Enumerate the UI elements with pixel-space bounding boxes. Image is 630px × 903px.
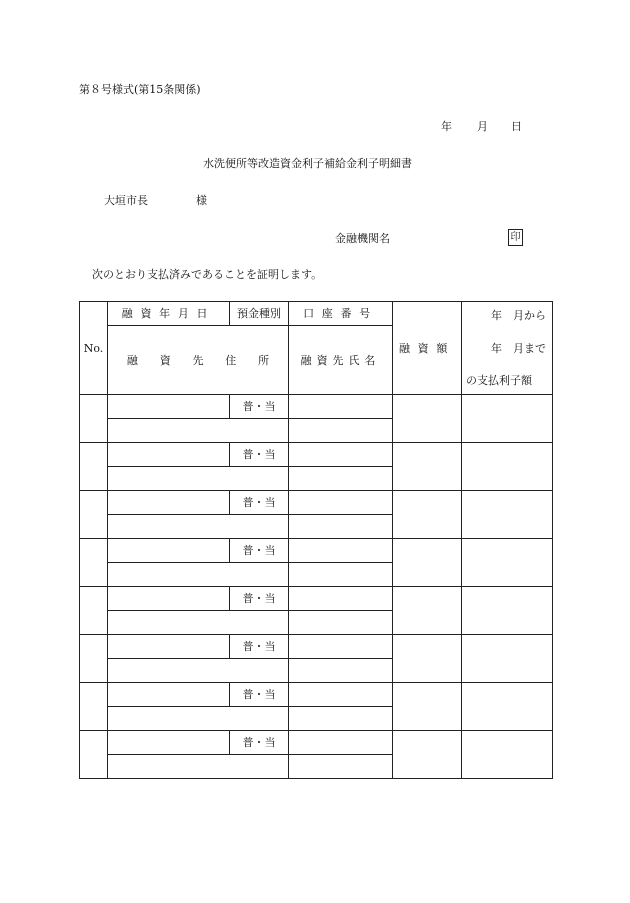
loan-amount-cell[interactable] — [393, 683, 462, 731]
row-no-cell[interactable] — [80, 443, 108, 491]
loan-date-cell[interactable] — [108, 587, 230, 611]
deposit-type-cell[interactable]: 普・当 — [230, 539, 289, 563]
header-borrower-name: 融資先氏名 — [289, 326, 393, 395]
row-no-cell[interactable] — [80, 491, 108, 539]
address-cell[interactable] — [108, 515, 289, 539]
loan-amount-cell[interactable] — [393, 587, 462, 635]
loan-date-cell[interactable] — [108, 635, 230, 659]
account-number-cell[interactable] — [289, 539, 393, 563]
intro-text: 次のとおり支払済みであることを証明します。 — [92, 268, 323, 281]
loan-amount-cell[interactable] — [393, 491, 462, 539]
row-no-cell[interactable] — [80, 731, 108, 779]
loan-amount-cell[interactable] — [393, 443, 462, 491]
interest-amount-label: の支払利子額 — [466, 374, 532, 387]
table-body — [80, 302, 553, 779]
address-char: 所 — [258, 353, 270, 367]
document-title: 水洗便所等改造資金利子補給金利子明細書 — [203, 157, 412, 170]
address-cell[interactable] — [108, 563, 289, 587]
interest-to: 年 月まで — [491, 341, 546, 355]
borrower-name-cell[interactable] — [289, 707, 393, 731]
loan-date-cell[interactable] — [108, 443, 230, 467]
date-day-label: 日 — [511, 120, 522, 133]
date-year-label: 年 — [441, 120, 452, 133]
loan-amount-cell[interactable] — [393, 635, 462, 683]
deposit-type-cell[interactable]: 普・当 — [230, 587, 289, 611]
interest-amount-cell[interactable] — [462, 731, 553, 779]
interest-amount-cell[interactable] — [462, 539, 553, 587]
header-address — [108, 326, 289, 395]
account-number-cell[interactable] — [289, 443, 393, 467]
header-account-number: 口座番号 — [289, 302, 393, 326]
interest-amount-cell[interactable] — [462, 587, 553, 635]
interest-amount-cell[interactable] — [462, 395, 553, 443]
header-loan-amount: 融資額 — [393, 302, 462, 395]
borrower-name-cell[interactable] — [289, 467, 393, 491]
address-char: 資 — [159, 353, 171, 367]
borrower-name-cell[interactable] — [289, 563, 393, 587]
interest-amount-cell[interactable] — [462, 491, 553, 539]
honorific: 様 — [196, 194, 207, 207]
header-loan-date: 融資年月日 — [108, 302, 230, 326]
table-row — [80, 683, 553, 707]
interest-amount-cell[interactable] — [462, 443, 553, 491]
borrower-name-cell[interactable] — [289, 419, 393, 443]
header-interest-period — [462, 302, 553, 395]
interest-amount-cell[interactable] — [462, 683, 553, 731]
date-month-label: 月 — [477, 120, 488, 133]
deposit-type-cell[interactable]: 普・当 — [230, 443, 289, 467]
loan-date-cell[interactable] — [108, 395, 230, 419]
deposit-type-cell[interactable]: 普・当 — [230, 731, 289, 755]
deposit-type-cell[interactable]: 普・当 — [230, 491, 289, 515]
address-cell[interactable] — [108, 707, 289, 731]
account-number-cell[interactable] — [289, 635, 393, 659]
borrower-name-cell[interactable] — [289, 659, 393, 683]
table-row — [80, 587, 553, 611]
address-cell[interactable] — [108, 467, 289, 491]
form-number: 第８号様式(第15条関係) — [79, 83, 201, 96]
loan-amount-cell[interactable] — [393, 395, 462, 443]
address-char: 住 — [225, 353, 237, 367]
loan-date-cell[interactable] — [108, 683, 230, 707]
address-cell[interactable] — [108, 611, 289, 635]
row-no-cell[interactable] — [80, 587, 108, 635]
deposit-type-cell[interactable]: 普・当 — [230, 683, 289, 707]
loan-date-cell[interactable] — [108, 731, 230, 755]
address-char: 先 — [192, 353, 204, 367]
table-row — [80, 443, 553, 467]
deposit-type-cell[interactable]: 普・当 — [230, 635, 289, 659]
borrower-name-cell[interactable] — [289, 755, 393, 779]
addressee: 大垣市長 — [104, 194, 148, 207]
row-no-cell[interactable] — [80, 683, 108, 731]
interest-amount-cell[interactable] — [462, 635, 553, 683]
table-row — [80, 491, 553, 515]
loan-date-cell[interactable] — [108, 491, 230, 515]
account-number-cell[interactable] — [289, 731, 393, 755]
table-row — [80, 539, 553, 563]
row-no-cell[interactable] — [80, 395, 108, 443]
table-row — [80, 635, 553, 659]
borrower-name-cell[interactable] — [289, 611, 393, 635]
interest-detail-table — [79, 301, 553, 779]
deposit-type-cell[interactable]: 普・当 — [230, 395, 289, 419]
address-cell[interactable] — [108, 419, 289, 443]
interest-from: 年 月から — [491, 309, 546, 322]
header-no: No. — [80, 302, 108, 395]
address-cell[interactable] — [108, 659, 289, 683]
loan-amount-cell[interactable] — [393, 731, 462, 779]
row-no-cell[interactable] — [80, 539, 108, 587]
loan-amount-cell[interactable] — [393, 539, 462, 587]
account-number-cell[interactable] — [289, 587, 393, 611]
header-row-top — [80, 302, 553, 326]
account-number-cell[interactable] — [289, 395, 393, 419]
borrower-name-cell[interactable] — [289, 515, 393, 539]
row-no-cell[interactable] — [80, 635, 108, 683]
loan-date-cell[interactable] — [108, 539, 230, 563]
seal-mark: 印 — [508, 229, 523, 246]
account-number-cell[interactable] — [289, 491, 393, 515]
table-row — [80, 395, 553, 419]
address-cell[interactable] — [108, 755, 289, 779]
header-deposit-type: 預金種別 — [230, 302, 289, 326]
bank-name-label: 金融機関名 — [335, 232, 390, 245]
address-char: 融 — [126, 353, 138, 367]
account-number-cell[interactable] — [289, 683, 393, 707]
table-row — [80, 731, 553, 755]
